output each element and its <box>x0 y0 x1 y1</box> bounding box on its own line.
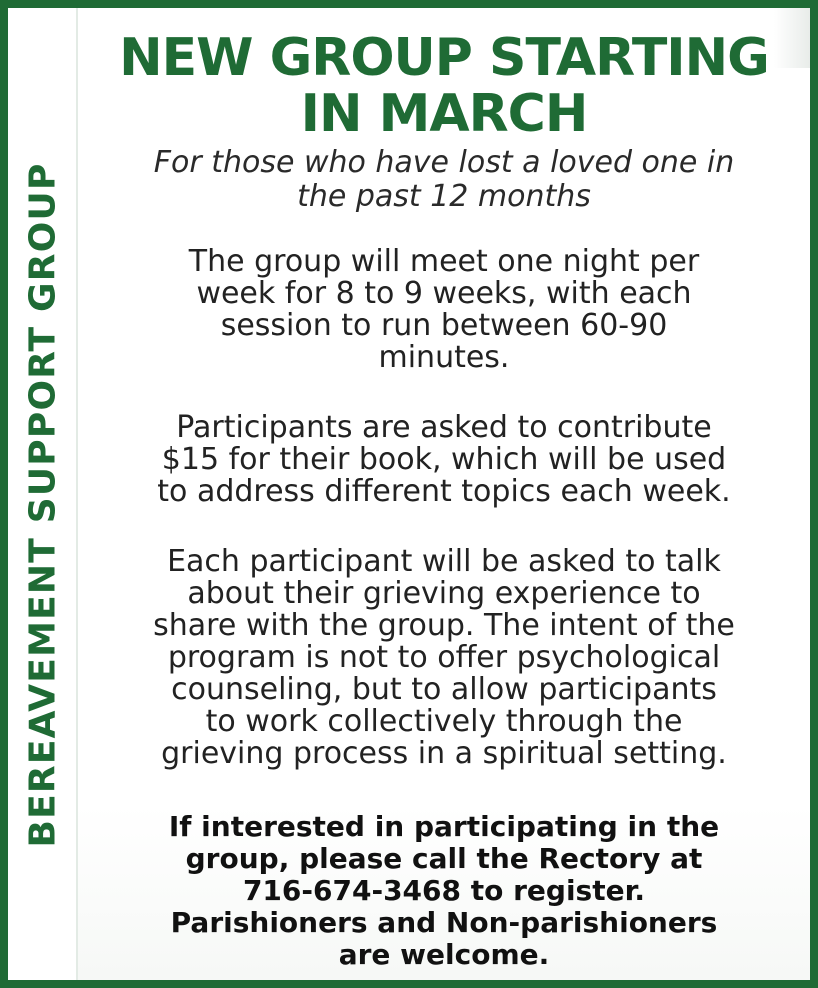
text-line: Each participant will be asked to talk <box>167 544 721 579</box>
text-line: The group will meet one night per <box>188 244 700 279</box>
headline-line-2: IN MARCH <box>300 84 588 144</box>
sidebar <box>8 8 78 980</box>
text-line: to work collectively through the <box>205 704 683 739</box>
text-line: program is not to offer psychological <box>167 640 721 675</box>
text-line: to address different topics each week. <box>157 474 731 509</box>
cta-line: are welcome. <box>338 938 550 971</box>
subtitle-line-1: For those who have lost a loved one in <box>153 145 735 180</box>
subtitle <box>88 146 800 214</box>
text-line: about their grieving experience to <box>187 576 701 611</box>
text-line: counseling, but to allow participants <box>171 672 717 707</box>
paragraph-description <box>88 546 800 770</box>
cta-line: group, please call the Rectory at <box>185 842 703 875</box>
headline <box>88 30 800 142</box>
text-line: session to run between 60-90 <box>220 308 668 343</box>
cta-line: If interested in participating in the <box>168 810 720 843</box>
call-to-action <box>88 811 800 971</box>
text-line: Participants are asked to contribute <box>176 410 712 445</box>
paragraph-schedule <box>88 246 800 374</box>
text-line: share with the group. The intent of the <box>153 608 735 643</box>
subtitle-line-2: the past 12 months <box>297 179 591 214</box>
text-line: minutes. <box>378 340 510 375</box>
headline-line-1: NEW GROUP STARTING <box>119 28 769 88</box>
cta-phone-line: 716-674-3468 to register. <box>242 874 646 907</box>
paragraph-cost <box>88 412 800 508</box>
text-line: week for 8 to 9 weeks, with each <box>196 276 692 311</box>
sidebar-vertical-label: BEREAVEMENT SUPPORT GROUP <box>22 162 64 848</box>
cta-line: Parishioners and Non-parishioners <box>170 906 718 939</box>
text-line: grieving process in a spiritual setting. <box>161 736 727 771</box>
text-line: $15 for their book, which will be used <box>161 442 727 477</box>
flyer-content <box>78 8 810 980</box>
